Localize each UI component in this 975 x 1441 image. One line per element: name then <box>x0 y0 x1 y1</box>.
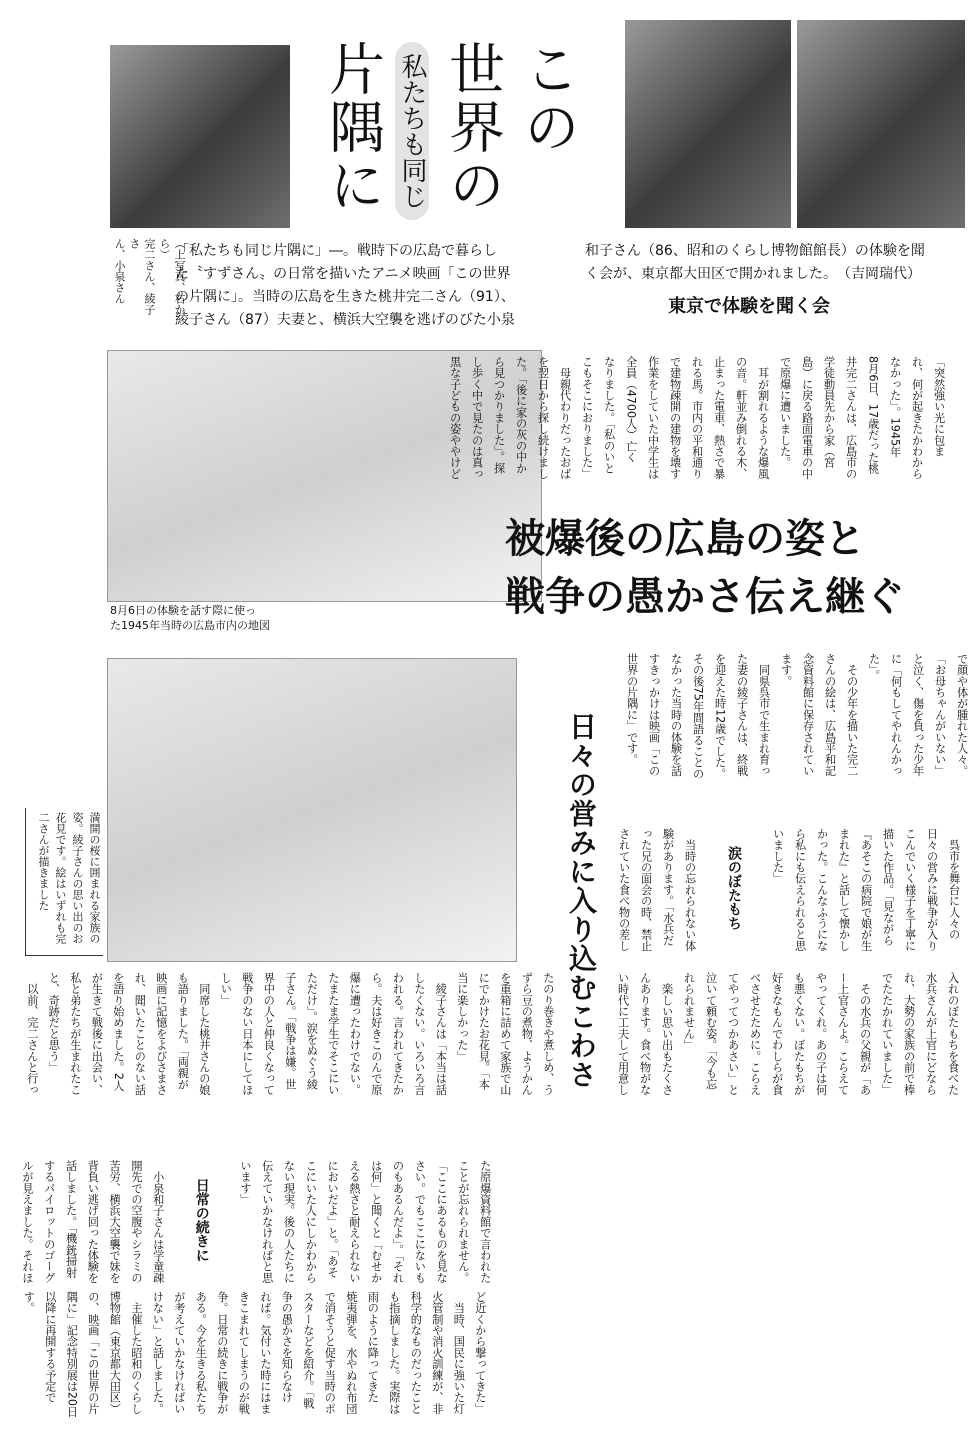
text-column: しい」 <box>219 972 233 1006</box>
subtitle: 東京で体験を聞く会 <box>668 296 830 317</box>
caption-line: 姿。綾子さんの思い出のお <box>71 812 84 944</box>
text-column: さい。でもここにないも <box>413 1160 427 1284</box>
text-column: の、映画「この世界の片 <box>86 1291 100 1415</box>
text-column: まれた』と話して懐かし <box>837 828 851 952</box>
text-column: れ、大勢の家族の前で棒 <box>902 972 916 1096</box>
text-column: す。 <box>22 1291 36 1314</box>
text-column: 子さん。「戦争は嫌。世 <box>283 972 297 1090</box>
text-column: 「ここにあるものを見な <box>435 1160 449 1284</box>
text-column: 同席した桃井さんの娘 <box>197 972 211 1096</box>
text-column: 主催した昭和のくらし <box>129 1291 143 1415</box>
text-column: 母親代わりだったおば <box>558 356 572 480</box>
text-column: 島）に戻る路面電車の中 <box>800 356 814 480</box>
text-column: かった。こんなふうにな <box>815 828 829 952</box>
text-column: を迎えた時12歳でした。 <box>713 653 727 780</box>
title-line-1: この <box>515 40 580 156</box>
text-column: 開先での空腹やシラミの <box>129 1160 143 1284</box>
text-column: い時代に工夫して用意し <box>616 972 630 1096</box>
text-column: 伝えていかなければと思 <box>260 1160 274 1284</box>
text-column: けない」と話しました。 <box>151 1291 165 1415</box>
photo-kanji <box>797 20 965 228</box>
text-column: きこまれてしまうのが戦 <box>237 1291 251 1415</box>
text-column: た原爆資料館で言われた <box>478 1160 492 1284</box>
text-column: ただけ」。涙をぬぐう綾 <box>305 972 319 1090</box>
text-column: も指摘しました。実際は <box>387 1291 401 1415</box>
intro-line: た〝すずさん〟の日常を描いたアニメ映画「この世界 <box>175 266 511 282</box>
caption-line: た1945年当時の広島市内の地図 <box>110 619 270 632</box>
text-column: 当に楽しかった」 <box>455 972 469 1062</box>
text-column: れば。気付いた時にはま <box>258 1291 272 1415</box>
intro-line: の片隅に」。当時の広島を生きた桃井完二さん（91）、 <box>175 289 515 305</box>
text-column: を語り始めました。2人 <box>111 972 125 1092</box>
article-block-e <box>22 972 560 1100</box>
text-column: さんの絵は、広島平和記 <box>823 653 837 777</box>
article-block-f <box>16 1160 496 1288</box>
text-column: に「何もしてやれんかっ <box>889 653 903 777</box>
text-column: も語りました。「両親が <box>176 972 190 1090</box>
text-column: 争の愚かさを知らなけ <box>280 1291 294 1403</box>
text-column: 水兵さんが上官にどなら <box>924 972 938 1096</box>
text-column: 黒な子どもの姿ややけど <box>448 356 462 480</box>
text-column: 全員（4700人）亡く <box>624 356 638 463</box>
text-column: たのり巻きや煮しめ、う <box>541 972 555 1096</box>
caption-line: 8月6日の体験を話す際に使っ <box>110 604 256 617</box>
text-column: すきっかけは映画「この <box>647 653 661 777</box>
article-block-d <box>612 972 964 1100</box>
text-column: は何」と聞くと「むせか <box>369 1160 383 1284</box>
text-column: スターなどを紹介。「戦 <box>301 1291 315 1409</box>
text-column: にでかけたお花見。「本 <box>477 972 491 1090</box>
text-column: でたたかれていました」 <box>880 972 894 1096</box>
text-column: ことが忘れられません。 <box>456 1160 470 1284</box>
text-column: その後75年間語ることの <box>691 653 705 780</box>
text-column: 験があります。「水兵だ <box>661 828 675 946</box>
text-column: やってくれ。あの子は何 <box>814 972 828 1096</box>
text-column: したくない。いろいろ言 <box>412 972 426 1096</box>
text-column <box>169 1160 191 1288</box>
text-column: 焼夷弾を、水やぬれ布団 <box>344 1291 358 1415</box>
text-column: 描いた作品。「見ながら <box>881 828 895 946</box>
article-block-c <box>613 828 965 956</box>
text-column: の音。軒並み倒れる木、 <box>734 356 748 480</box>
text-column: べさせたために。こらえ <box>748 972 762 1096</box>
text-column: ます。 <box>779 653 793 687</box>
text-column: 以前、完二さんと行っ <box>25 972 39 1096</box>
caption-line: 満開の桜に囲まれる家族の <box>88 812 101 944</box>
text-column: が考えていかなければい <box>172 1291 186 1415</box>
text-column: 隅に」記念特別展は20日 <box>65 1291 79 1418</box>
text-column: で顔や体が腫れた人々。 <box>955 653 969 777</box>
article-block-g <box>18 1291 491 1419</box>
text-column: 同県呉市で生まれ育っ <box>757 653 771 777</box>
text-column: 作業をしていた中学生は <box>646 356 660 480</box>
text-column: 界中の人と仲良くなって <box>262 972 276 1096</box>
title-tag: 私たちも同じ <box>395 42 429 220</box>
text-column: た。「後に家の灰の中か <box>514 356 528 474</box>
section-heading: 涙のぼたもち <box>726 846 742 930</box>
text-column: 入れのぼたもちを食べた <box>946 972 960 1096</box>
text-column <box>745 828 767 956</box>
title-line-3: 片隅に <box>320 40 385 214</box>
text-column: れる馬。市内の平和通り <box>690 356 704 480</box>
text-column: われる。言われてきたか <box>391 972 405 1096</box>
headline <box>505 510 905 626</box>
text-column: こもそこにおりました」 <box>580 356 594 480</box>
text-column: で消そうと促す当時のポ <box>323 1291 337 1415</box>
text-column: その水兵の父親が「あ <box>858 972 872 1096</box>
text-column: ルが見えました。それほ <box>20 1160 34 1284</box>
text-column: 止まった電車、熱さで暴 <box>712 356 726 480</box>
text-column: 綾子さんは「本当は話 <box>434 972 448 1096</box>
text-column: が生きて戦後に出会い、 <box>90 972 104 1096</box>
text-column: を翌日から探し続けまし <box>536 356 550 480</box>
text-column: たまたま学生でそこにい <box>326 972 340 1096</box>
text-column: 雨のように降ってきた <box>366 1291 380 1403</box>
text-column: こにいた人にしかわから <box>304 1160 318 1284</box>
text-column: するパイロットのゴーグ <box>42 1160 56 1284</box>
text-column: と、奇跡だと思う」 <box>47 972 61 1073</box>
text-column: てやってつかあさい」と <box>726 972 740 1096</box>
text-column: のもあるんだよ」。「それ <box>391 1160 405 1284</box>
text-column: も悪くない。ぼたもちが <box>792 972 806 1096</box>
text-column <box>701 828 723 956</box>
title-line-2: 世界の <box>440 40 505 214</box>
text-column: ない現実。後の人たちに <box>282 1160 296 1284</box>
text-column: 背負い逃げ回った体験を <box>86 1160 100 1284</box>
text-column: た」。 <box>867 653 881 681</box>
text-column: 科学的なものだったこと <box>409 1291 423 1415</box>
text-column: 小泉和子さんは学童疎 <box>151 1160 165 1284</box>
text-column: える熱さと耐えられない <box>347 1160 361 1284</box>
text-column: 呉市を舞台に人々の <box>947 828 961 940</box>
text-column: 日々の営みに戦争が入り <box>925 828 939 952</box>
text-column: んあります。食べ物がな <box>638 972 652 1096</box>
text-column: 話しました。「機銃掃射 <box>64 1160 78 1278</box>
text-column: れ、何が起きたかわから <box>910 356 924 480</box>
map-caption <box>110 603 270 633</box>
text-column: 学徒動員先から家（宮 <box>822 356 836 468</box>
text-column: ある。今を生きる私たち <box>194 1291 208 1415</box>
text-column: た妻の綾子さんは、終戦 <box>735 653 749 777</box>
text-column: 映画に記憶をよびさまさ <box>154 972 168 1096</box>
intro-right <box>585 240 925 286</box>
text-column: 以降に再開する予定で <box>43 1291 57 1403</box>
text-column: されていた食べ物の差し <box>617 828 631 952</box>
text-column: 「お母ちゃんがいない」 <box>933 653 947 777</box>
caption-line: 花見です。絵はいずれも完 <box>54 812 67 944</box>
text-column: 爆に遭ったわけでない。 <box>348 972 362 1096</box>
text-column: なかった」。1945年 <box>888 356 902 458</box>
text-column: ー上官さんよ。こらえて <box>836 972 850 1096</box>
text-column: なかった当時の体験を話 <box>669 653 683 777</box>
caption-line: （上写真、右から） <box>158 238 186 315</box>
text-column: こんでいく様子を丁寧に <box>903 828 917 952</box>
text-column: 井完二さんは、広島市の <box>844 356 858 480</box>
text-column: った兄の面会の時、禁止 <box>639 828 653 952</box>
text-column: 当時、国民に強いた灯 <box>452 1291 466 1415</box>
text-column: 好きなもんでわしらが食 <box>770 972 784 1096</box>
text-column: 世界の片隅に」です。 <box>625 653 639 765</box>
text-column: 楽しい思い出もたくさ <box>660 972 674 1096</box>
text-column: で原爆に遭いました。 <box>778 356 792 468</box>
text-column: と泣く、傷を負った少年 <box>911 653 925 777</box>
text-column: ら見つかりました」。探 <box>492 356 506 474</box>
text-column: いました」 <box>771 828 785 884</box>
side-heading: 日々の営みに入り込むこわさ <box>565 712 598 1089</box>
intro-left <box>175 240 515 332</box>
text-column: 戦争のない日本にしてほ <box>240 972 254 1096</box>
intro-line: く会が、東京都大田区で開かれました。 （吉岡瑞代） <box>585 266 921 282</box>
text-column: 火管制や消火訓練が、非 <box>430 1291 444 1415</box>
headline-line-2: 戦争の愚かさ伝え継ぐ <box>505 573 905 620</box>
text-column: ど近くから撃ってきた」 <box>473 1291 487 1415</box>
article-block-b <box>621 653 973 781</box>
text-column: 『あそこの病院で娘が生 <box>859 828 873 952</box>
photo-koizumi <box>110 45 290 228</box>
caption-line: 二さんが描きました <box>37 812 50 911</box>
text-column: 8月6日、17歳だった桃 <box>866 356 880 475</box>
intro-line: 和子さん（86、昭和のくらし博物館館長）の体験を聞 <box>585 243 925 259</box>
photo-ayako <box>625 20 791 228</box>
text-column: います」 <box>238 1160 252 1205</box>
text-column: れ、聞いたことのない話 <box>133 972 147 1096</box>
caption-line: ん、小泉さん <box>113 238 126 304</box>
text-column: 「突然強い光に包ま <box>932 356 946 457</box>
text-column: 争。日常の続きに戦争が <box>215 1291 229 1415</box>
text-column <box>213 1160 235 1288</box>
text-column: 博物館（東京都大田区） <box>108 1291 122 1415</box>
intro-line: 綾子さん（87）夫妻と、横浜大空襲を逃げのびた小泉 <box>175 312 515 328</box>
text-column: れられません」 <box>682 972 696 1051</box>
intro-line: 「私たちも同じ片隅に」―。戦時下の広島で暮らし <box>175 243 497 259</box>
text-column: なりました。「私のいと <box>602 356 616 474</box>
text-column: 念資料館に保存されてい <box>801 653 815 777</box>
text-column: 泣いて頼む姿。「今も忘 <box>704 972 718 1090</box>
text-column: その少年を描いた完二 <box>845 653 859 777</box>
text-column: し歩く中で見たのは真っ <box>470 356 484 480</box>
caption-line: 完二さん、綾子さ <box>128 238 156 315</box>
text-column: 私と弟たちが生まれたこ <box>68 972 82 1096</box>
article-block-a <box>444 356 950 484</box>
text-column: ずら豆の煮物、ようかん <box>520 972 534 1096</box>
text-column: においだよ」と。「あそ <box>326 1160 340 1278</box>
text-column: ら。夫は好きこのんで原 <box>369 972 383 1096</box>
text-column: で建物疎開の建物を壊す <box>668 356 682 480</box>
photo-hanami-painting <box>107 658 517 962</box>
text-column: 苦労、横浜大空襲で妹を <box>108 1160 122 1284</box>
text-column: を重箱に詰めて家族で山 <box>498 972 512 1096</box>
section-heading: 日常の続きに <box>193 1178 210 1262</box>
painting-caption <box>25 808 103 956</box>
headline-line-1: 被爆後の広島の姿と <box>505 515 865 562</box>
text-column: 耳が割れるような爆風 <box>756 356 770 480</box>
text-column: ら私にも伝えられると思 <box>793 828 807 952</box>
text-column: 当時の忘れられない体 <box>683 828 697 952</box>
